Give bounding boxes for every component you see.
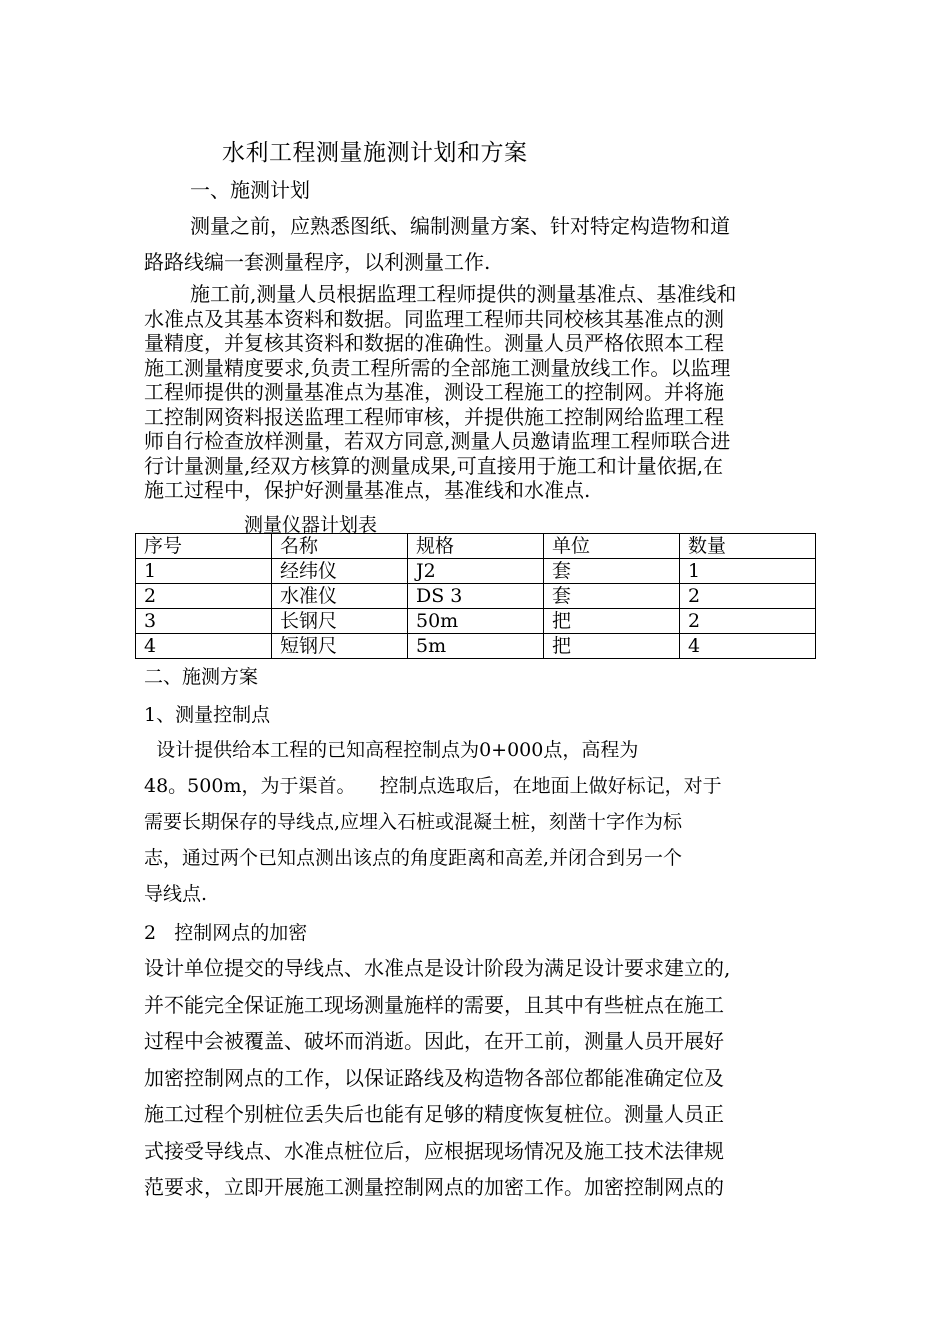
table-cell: 把: [544, 634, 680, 659]
header-cell: 序号: [136, 534, 272, 559]
header-cell: 规格: [408, 534, 544, 559]
paragraph-line: 测量之前，应熟悉图纸、编制测量方案、针对特定构造物和道: [190, 214, 730, 238]
section-heading-scheme: 二、施测方案: [144, 666, 259, 688]
paragraph-line: 设计提供给本工程的已知高程控制点为0+000点，高程为: [144, 739, 639, 761]
paragraph-line: 水准点及其基本资料和数据。同监理工程师共同校核其基准点的测: [144, 306, 724, 331]
paragraph-line: 施工过程中，保护好测量基准点，基准线和水准点.: [144, 478, 591, 502]
table-cell: 2: [680, 584, 816, 609]
paragraph-line: 量精度，并复核其资料和数据的准确性。测量人员严格依照本工程: [144, 331, 724, 355]
table-row: [136, 634, 816, 659]
table-cell: 4: [136, 634, 272, 659]
paragraph-line: 48。500m，为于渠首。 控制点选取后，在地面上做好标记，对于: [144, 775, 722, 797]
paragraph-line: 师自行检查放样测量，若双方同意,测量人员邀请监理工程师联合进: [144, 429, 731, 453]
header-cell: 名称: [272, 534, 408, 559]
subsection-heading-control-points: 1、测量控制点: [144, 704, 271, 726]
paragraph-line: 并不能完全保证施工现场测量施样的需要，且其中有些桩点在施工: [144, 992, 724, 1017]
table-cell: 长钢尺: [272, 609, 408, 634]
table-cell: 50m: [408, 609, 544, 634]
paragraph-line: 施工前,测量人员根据监理工程师提供的测量基准点、基准线和: [190, 282, 737, 306]
table-cell: 套: [544, 559, 680, 584]
table-cell: 2: [680, 609, 816, 634]
paragraph-line: 志，通过两个已知点测出该点的角度距离和高差,并闭合到另一个: [144, 847, 683, 869]
table-row: [136, 609, 816, 634]
table-cell: 经纬仪: [272, 559, 408, 584]
paragraph-line: 工控制网资料报送监理工程师审核，并提供施工控制网给监理工程: [144, 404, 724, 429]
paragraph-line: 设计单位提交的导线点、水准点是设计阶段为满足设计要求建立的,: [144, 956, 731, 980]
table-cell: 套: [544, 584, 680, 609]
paragraph-line: 需要长期保存的导线点,应埋入石桩或混凝土桩，刻凿十字作为标: [144, 811, 683, 833]
paragraph-construction: [144, 282, 814, 503]
paragraph-line: 行计量测量,经双方核算的测量成果,可直接用于施工和计量依据,在: [144, 453, 724, 478]
table-cell: 2: [136, 584, 272, 609]
paragraph-densification: [144, 950, 814, 1206]
paragraph-line: 施工过程个别桩位丢失后也能有足够的精度恢复桩位。测量人员正: [144, 1102, 724, 1126]
table-row: [136, 559, 816, 584]
paragraph-line: 式接受导线点、水准点桩位后，应根据现场情况及施工技术法律规: [144, 1138, 724, 1163]
paragraph-line: 范要求，立即开展施工测量控制网点的加密工作。加密控制网点的: [144, 1175, 724, 1199]
paragraph-line: 施工测量精度要求,负责工程所需的全部施工测量放线工作。以监理: [144, 355, 731, 380]
paragraph-preparation: [144, 208, 814, 280]
paragraph-line: 加密控制网点的工作，以保证路线及构造物各部位都能准确定位及: [144, 1065, 724, 1090]
table-cell: 4: [680, 634, 816, 659]
table-cell: 1: [680, 559, 816, 584]
paragraph-control-points: [144, 732, 804, 912]
instrument-table: [135, 533, 816, 659]
paragraph-line: 导线点.: [144, 883, 208, 905]
paragraph-line: 过程中会被覆盖、破坏而消逝。因此，在开工前，测量人员开展好: [144, 1029, 724, 1053]
table-cell: 短钢尺: [272, 634, 408, 659]
table-cell: 5m: [408, 634, 544, 659]
table-header-row: [136, 534, 816, 559]
document-title: 水利工程测量施测计划和方案: [222, 140, 528, 166]
subsection-heading-densification: 2 控制网点的加密: [144, 922, 308, 944]
table-caption: 测量仪器计划表: [244, 514, 378, 536]
table-cell: 水准仪: [272, 584, 408, 609]
section-heading-plan: 一、施测计划: [190, 178, 310, 202]
paragraph-line: 路路线编一套测量程序，以利测量工作.: [144, 250, 491, 274]
paragraph-line: 工程师提供的测量基准点为基准，测设工程施工的控制网。并将施: [144, 380, 724, 404]
table-cell: 1: [136, 559, 272, 584]
table-cell: DS 3: [408, 584, 544, 609]
header-cell: 单位: [544, 534, 680, 559]
table-cell: 把: [544, 609, 680, 634]
table-cell: J2: [408, 559, 544, 584]
header-cell: 数量: [680, 534, 816, 559]
table-cell: 3: [136, 609, 272, 634]
table-row: [136, 584, 816, 609]
